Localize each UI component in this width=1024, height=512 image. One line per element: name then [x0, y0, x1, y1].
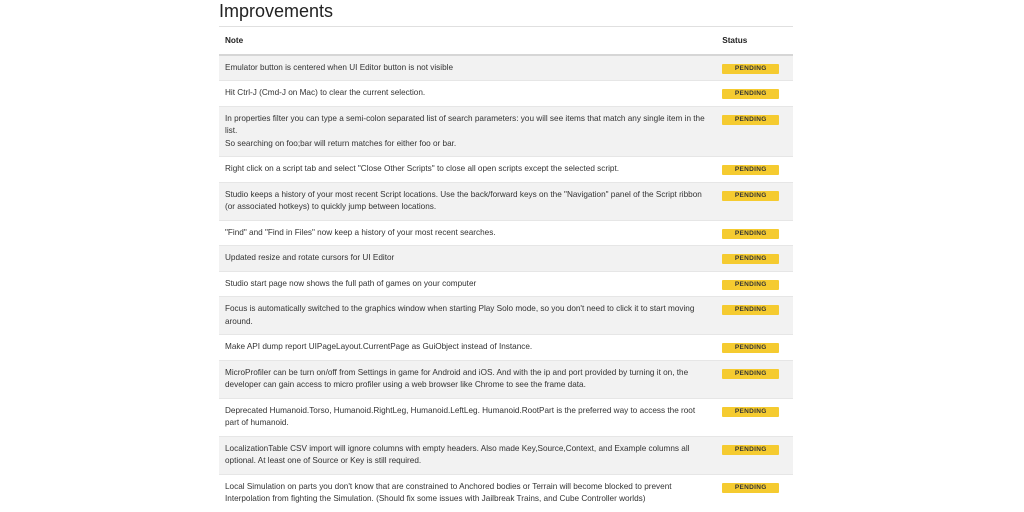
status-cell — [716, 436, 793, 474]
status-column-header: Status — [716, 27, 793, 55]
status-badge: PENDING — [722, 115, 779, 125]
note-text: Focus is automatically switched to the graphics window when starting Play Solo mode, so you don't need to click it to start moving around. — [225, 304, 695, 326]
note-text: Emulator button is centered when UI Editor button is not visible — [225, 62, 454, 72]
table-row — [219, 246, 793, 272]
note-text: Make API dump report UIPageLayout.CurrentPage as GuiObject instead of Instance. — [225, 342, 533, 351]
status-cell — [716, 81, 793, 107]
note-cell — [219, 335, 716, 361]
note-text: Studio keeps a history of your most recent Script locations. Use the back/forward keys on the "Navigation" panel of the Script ribbon (or associated hotkeys) to quickly jump between locations. — [225, 189, 702, 211]
note-text: In properties filter you can type a semi-colon separated list of search parameters: you will see items that match any single item in the list. — [225, 113, 705, 135]
note-cell — [219, 220, 716, 246]
improvements-table — [219, 27, 793, 512]
table-row — [219, 157, 793, 183]
note-cell — [219, 297, 716, 335]
table-row — [219, 271, 793, 297]
table-row — [219, 220, 793, 246]
status-cell — [716, 398, 793, 436]
status-badge: PENDING — [722, 407, 779, 417]
status-badge: PENDING — [722, 483, 779, 493]
status-badge: PENDING — [722, 343, 779, 353]
status-badge: PENDING — [722, 89, 779, 99]
note-cell — [219, 182, 716, 220]
table-header-row — [219, 27, 793, 55]
table-row — [219, 81, 793, 107]
status-cell — [716, 220, 793, 246]
note-text: Right click on a script tab and select "Close Other Scripts" to close all open scripts except the selected script. — [225, 164, 619, 173]
status-cell — [716, 157, 793, 183]
status-badge: PENDING — [722, 229, 779, 239]
table-row — [219, 55, 793, 81]
status-badge: PENDING — [722, 64, 779, 74]
note-cell — [219, 436, 716, 474]
note-cell — [219, 360, 716, 398]
table-body — [219, 55, 793, 512]
table-row — [219, 335, 793, 361]
note-cell — [219, 81, 716, 107]
table-row — [219, 106, 793, 157]
status-badge: PENDING — [722, 305, 779, 315]
status-badge: PENDING — [722, 280, 779, 290]
note-text: LocalizationTable CSV import will ignore columns with empty headers. Also made Key,Source,Context, and Example columns all optional. At least one of Source or Key is still required. — [225, 443, 690, 465]
table-row — [219, 474, 793, 512]
status-cell — [716, 360, 793, 398]
status-badge: PENDING — [722, 254, 779, 264]
status-badge: PENDING — [722, 165, 779, 175]
note-cell — [219, 474, 716, 512]
note-column-header: Note — [219, 27, 716, 55]
improvements-section — [219, 0, 793, 512]
status-badge: PENDING — [722, 191, 779, 201]
status-cell — [716, 55, 793, 81]
page-title: Improvements — [219, 1, 334, 21]
table-row — [219, 182, 793, 220]
note-text: Local Simulation on parts you don't know that are constrained to Anchored bodies or Terrain will become blocked to prevent Interpolation from fighting the Simulation. (Should fix some issues with Jailbreak Trains, and Cube Controller worlds) — [225, 481, 672, 503]
status-cell — [716, 246, 793, 272]
table-row — [219, 360, 793, 398]
status-cell — [716, 474, 793, 512]
note-cell — [219, 246, 716, 272]
note-cell — [219, 157, 716, 183]
note-cell — [219, 55, 716, 81]
note-text: Studio start page now shows the full path of games on your computer — [225, 278, 477, 288]
note-cell — [219, 398, 716, 436]
table-row — [219, 297, 793, 335]
note-cell — [219, 106, 716, 157]
status-cell — [716, 335, 793, 361]
note-text: Updated resize and rotate cursors for UI Editor — [225, 253, 395, 262]
status-cell — [716, 182, 793, 220]
table-row — [219, 398, 793, 436]
note-cell — [219, 271, 716, 297]
note-text: Deprecated Humanoid.Torso, Humanoid.RightLeg, Humanoid.LeftLeg. Humanoid.RootPart is the preferred way to access the root part of humanoid. — [225, 405, 696, 427]
note-text: MicroProfiler can be turn on/off from Settings in game for Android and iOS. And with the ip and port provided by turning it on, the developer can gain access to micro profiler using a web browser like Chrome to see the frame data. — [225, 367, 689, 389]
status-cell — [716, 106, 793, 157]
status-badge: PENDING — [722, 369, 779, 379]
table-row — [219, 436, 793, 474]
note-text: "Find" and "Find in Files" now keep a history of your most recent searches. — [225, 227, 496, 237]
note-text: Hit Ctrl-J (Cmd-J on Mac) to clear the current selection. — [225, 88, 426, 97]
status-cell — [716, 271, 793, 297]
status-cell — [716, 297, 793, 335]
note-text: So searching on foo;bar will return matches for either foo or bar. — [225, 138, 457, 148]
status-badge: PENDING — [722, 445, 779, 455]
